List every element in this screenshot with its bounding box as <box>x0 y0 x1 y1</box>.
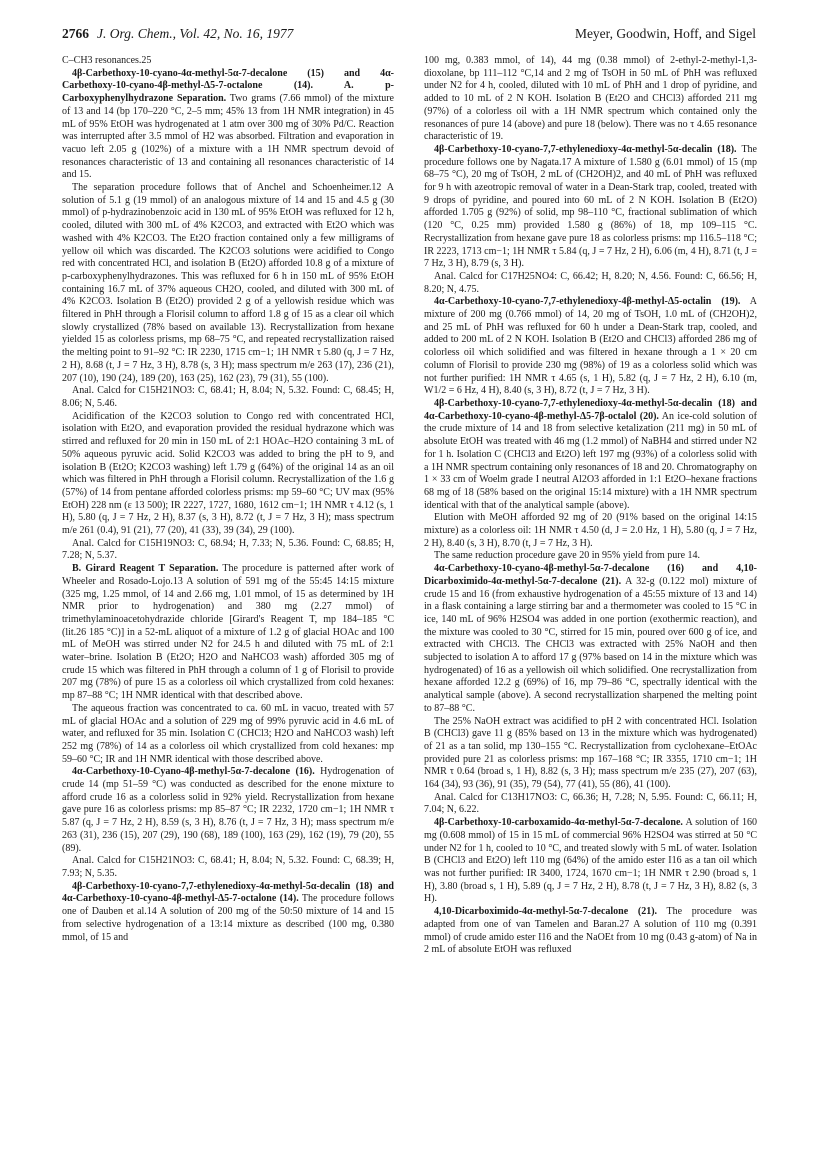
paragraph <box>424 512 757 550</box>
paragraph-heading: B. Girard Reagent T Separation. <box>72 563 219 575</box>
journal-citation: J. Org. Chem., Vol. 42, No. 16, 1977 <box>97 26 294 41</box>
paragraph <box>424 55 757 144</box>
paragraph-text: Anal. Calcd for C17H25NO4: C, 66.42; H, 8.20; N, 4.56. Found: C, 66.56; H, 8.20; N, 4.75. <box>424 270 757 295</box>
paragraph-heading: 4α-Carbethoxy-10-cyano-4β-methyl-5α-7-decalone (16) and 4,10-Dicarboximido-4α-methyl-5α-7-decalone (21). <box>424 563 757 587</box>
paragraph-text: Anal. Calcd for C15H21NO3: C, 68.41; H, 8.04; N, 5.32. Found: C, 68.39; H, 7.93; N, 5.35. <box>62 855 394 879</box>
page-number: 2766 <box>62 26 89 41</box>
paragraph <box>62 68 394 182</box>
paragraph <box>62 766 394 855</box>
paragraph-text: Anal. Calcd for C15H19NO3: C, 68.94; H, 7.33; N, 5.36. Found: C, 68.85; H, 7.28; N, 5.37. <box>62 537 394 562</box>
page-header <box>62 26 756 42</box>
paragraph <box>424 716 757 792</box>
paragraph-heading: 4β-Carbethoxy-10-cyano-4α-methyl-5α-7-decalone (15) and 4α-Carbethoxy-10-cyano-4β-methyl-Δ5-7-octalone (14). A. p-Carboxyphenylhydrazone Separation. <box>62 67 394 105</box>
paragraph-heading: 4β-Carbethoxy-10-cyano-7,7-ethylenedioxy-4α-methyl-5α-decalin (18) and 4α-Carbethoxy-10-cyano-4β-methyl-Δ5-7-octalone (14). <box>62 880 394 905</box>
paragraph-text: The separation procedure follows that of Anchel and Schoenheimer.12 A solution of 5.1 g (19 mmol) of an analogous mixture of 14 and 15 and 4.5 g (30 mmol) of p-hydrazinobenzoic acid in 130 mL of 95% EtOH was refluxed for 12 h, cooled, diluted with 300 mL of 4% K2CO3, and extracted with Et2O which was washed with 4% K2CO3. The Et2O fraction contained only a few milligrams of yellow oil which was discarded. The K2CO3 solutions were acidified to Congo red with concentrated HCl, and isolation B (Et2O) afforded 10.8 g of a mixture of p-carboxyphenylhydrazones. This was refluxed for 6 h in 150 mL of 95% EtOH containing 16.7 mL of 37% aqueous CH2O, cooled, and diluted with 300 mL of 4% K2CO3. Isolation B (Et2O) provided 2 g of a yellowish residue which was filtered in PhH through a Florisil column to afford 1.8 g of 15 as a clear oil which slowly crystallized (78% based on available 13). Recrystallization from hexane yielded 15 as colorless prisms, mp 68–75 °C, and repeated recrystallization raised the melting point to 91–92 °C: IR 2230, 1715 cm−1; 1H NMR τ 5.80 (q, J = 7 Hz, 2 H), 8.68 (t, J = 7 Hz, 3 H), 8.78 (s, 3 H); mass spectrum m/e 263 (17), 236 (21), 207 (10), 190 (24), 189 (20), 163 (25), 162 (23), 79 (31), 55 (100). <box>62 182 394 384</box>
paragraph <box>62 411 394 538</box>
paragraph <box>62 538 394 563</box>
running-head-authors: Meyer, Goodwin, Hoff, and Sigel <box>574 26 756 41</box>
paragraph-text: Hydrogenation of crude 14 (mp 51–59 °C) was conducted as described for the enone mixture to afford crude 16 as a colorless solid in 92% yield. Recrystallization from hexane gave pure 16 as colorless prisms: mp 85–87 °C; IR 2232, 1720 cm−1; 1H NMR τ 5.87 (q, J = 7 Hz, 2 H), 8.59 (s, 3 H), 8.76 (t, J = 7 Hz, 3 H); mass spectrum m/e 263 (31), 236 (15), 207 (29), 190 (68), 189 (100), 163 (29), 162 (19), 79 (20), 55 (89). <box>62 766 394 854</box>
paragraph <box>62 855 394 880</box>
paragraph-text: Anal. Calcd for C13H17NO3: C, 66.36; H, 7.28; N, 5.95. Found: C, 66.11; H, 7.04; N, 6.22. <box>424 791 757 816</box>
paragraph-heading: 4α-Carbethoxy-10-Cyano-4β-methyl-5α-7-decalone (16). <box>72 766 315 778</box>
paragraph <box>424 296 757 398</box>
paragraph <box>62 55 394 68</box>
paragraph <box>62 881 394 945</box>
paragraph-text: A solution of 160 mg (0.608 mmol) of 15 in 15 mL of commercial 96% H2SO4 was stirred at 50 °C under N2 for 1 h, cooled to 10 °C, and treated slowly with 5 mL of water. Isolation B (CHCl3 and Et2O) left 110 mg (64%) of the amido ester I16 as a tan oil which was not further purified: IR 3400, 1724, 1670 cm−1; 1H NMR τ 2.90 (broad s, 1 H), 3.80 (broad s, 1 H), 5.89 (q, J = 7 Hz, 2 H), 8.78 (t, J = 7 Hz, 3 H), 8.82 (s, 3 H). <box>424 817 757 905</box>
paragraph <box>62 703 394 767</box>
paragraph <box>424 792 757 817</box>
right-column <box>424 55 757 1145</box>
paragraph-text: Elution with MeOH afforded 92 mg of 20 (91% based on the original 14:15 mixture) as a colorless oil: 1H NMR τ 4.50 (d, J = 2.0 Hz, 1 H), 5.80 (q, J = 7 Hz, 2 H), 8.40 (s, 3 H), 8.70 (t, J = 7 Hz, 3 H). <box>424 512 757 549</box>
paragraph-text: The procedure follows one by Nagata.17 A mixture of 1.580 g (6.01 mmol) of 15 (mp 68–75 °C), 20 mg of TsOH, 2 mL of (CH2OH)2, and 40 mL of PhH was refluxed for 9 h with azeotropic removal of water in a Dean-Stark trap, cooled, treated with 9 drops of pyridine, and poured into 60 mL of 2 N KOH. Isolation B (Et2O) afforded 1.705 g (92%) of solid, mp 98–110 °C, fractional sublimation of which (120 °C, 0.25 mm) provided 1.580 g (86%) of 18, mp 109–115 °C. Recrystallization from hexane gave pure 18 as colorless prisms: mp 116.5–118 °C; IR 2223, 1713 cm−1; 1H NMR τ 5.84 (q, J = 7 Hz, 2 H), 6.06 (m, 4 H), 8.71 (t, J = 7 Hz, 3 H), 8.79 (s, 3 H). <box>424 143 757 270</box>
paragraph-text: C–CH3 resonances.25 <box>62 55 152 66</box>
paragraph-heading: 4β-Carbethoxy-10-cyano-7,7-ethylenedioxy-4α-methyl-5α-decalin (18) and 4α-Carbethoxy-10-cyano-4β-methyl-Δ5-7β-octalol (20). <box>424 397 757 422</box>
paragraph-text: Acidification of the K2CO3 solution to Congo red with concentrated HCl, isolation with Et2O, and evaporation provided the residual hydrazone which was stirred and refluxed for 20 min in 150 mL of 2:1 HOAc–H2O containing 3 mL of 50% aqueous pyruvic acid. Solid K2CO3 was added to bring the pH to 9, and isolation B (Et2O; K2CO3 washing) left 1.79 g (64%) of the original 14 as an oil which was filtered in PhH through a Florisil column. Recrystallization of the 1.6 g (57%) of 14 from pentane afforded colorless prisms: mp 59–60 °C; UV max (95% EtOH) 228 nm (ε 13 500); IR 2227, 1727, 1680, 1612 cm−1; 1H NMR τ 4.12 (s, 1 H), 5.80 (q, J = 7 Hz, 2 H), 8.37 (s, 3 H), 8.72 (t, J = 7 Hz, 3 H); mass spectrum m/e 261 (0.4), 91 (21), 77 (20), 41 (33), 39 (34), 29 (100). <box>62 410 394 537</box>
paragraph-heading: 4β-Carbethoxy-10-carboxamido-4α-methyl-5α-7-decalone. <box>434 817 683 829</box>
paragraph-text: Anal. Calcd for C15H21NO3: C, 68.41; H, 8.04; N, 5.32. Found: C, 68.45; H, 8.06; N, 5.46. <box>62 385 394 409</box>
paragraph-text: A mixture of 200 mg (0.766 mmol) of 14, 20 mg of TsOH, 1.0 mL of (CH2OH)2, and 25 mL of PhH was refluxed for 60 h under a Dean-Stark trap, cooled, and added to 200 mL of 2 N KOH. Isolation B (Et2O and CHCl3) afforded 286 mg of colorless oil which solidified and was filtered in hexane through a 1 × 20 cm column of Florisil to provide 230 mg (98%) of 19 as a colorless solid which was not further purified: 1H NMR τ 4.65 (s, 1 H), 5.82 (q, J = 7 Hz, 2 H), 6.10 (m, W1/2 = 6 Hz, 4 H), 8.40 (s, 3 H), 8.72 (t, J = 7 Hz, 3 H). <box>424 296 757 397</box>
paragraph-text: The same reduction procedure gave 20 in 95% yield from pure 14. <box>434 550 701 562</box>
paragraph <box>424 563 757 715</box>
paragraph <box>424 817 757 906</box>
paragraph <box>62 182 394 385</box>
paragraph-text: The aqueous fraction was concentrated to ca. 60 mL in vacuo, treated with 57 mL of glacial HOAc and a solution of 229 mg of 99% pyruvic acid in 4.6 mL of water, and refluxed for 35 min. Isolation C (CHCl3; H2O and NaHCO3 wash) left 252 mg (78%) of 14 as a colorless oil which crystallized from cold hexanes: mp 59–60 °C; IR and 1H NMR identical with those described above. <box>62 702 394 765</box>
paragraph <box>424 271 757 296</box>
paragraph-heading: 4,10-Dicarboximido-4α-methyl-5α-7-decalone (21). <box>434 906 658 918</box>
paragraph <box>424 906 757 957</box>
paragraph-text: An ice-cold solution of the crude mixture of 14 and 18 from selective ketalization (211 mg) in 50 mL of absolute EtOH was treated with 46 mg (1.2 mmol) of NaBH4 and stirred under N2 for 1 h. Isolation C (CHCl3 and Et2O) left 197 mg (93%) of a colorless solid with a 1H NMR spectrum containing only resonances of 18 and 20. Chromatography on 1 × 33 cm of Woelm grade I neutral Al2O3 afforded in 1:1 Et2O–hexane fractions 68 mg of 18 (58% based on the original 15:14 mixture) with a 1H NMR spectrum identical with that of the analytical sample (above). <box>424 410 757 511</box>
paragraph-text: The procedure is patterned after work of Wheeler and Rosado-Lojo.13 A solution of 591 mg of the 55:45 14:15 mixture (325 mg, 1.25 mmol, of 14 and 2.66 mg, 1.01 mmol, of 15 as determined by 1H NMR prior to hydrogenation) and 380 mg (2.27 mmol) of trimethylaminoacetohydrazide chloride [Girard's Reagent T, mp 184–185 °C (lit.26 185 °C)] in a 52-mL aliquot of a mixture of 1.2 g of glacial HOAc and 100 mL of MeOH was stirred under N2 for 24.5 h and diluted with 75 mL of 2:1 water–brine. Isolation B (Et2O; H2O and NaHCO3 wash) afforded 305 mg of crude 15 which was filtered in PhH through a column of 1 g of Florisil to provide 207 mg (78%) of pure 15 as a colorless oil which crystallized from cold hexanes: mp 87–88 °C; 1H NMR identical with that described above. <box>62 563 394 702</box>
paragraph <box>62 563 394 703</box>
left-column <box>62 55 394 1145</box>
paragraph <box>424 550 757 563</box>
paragraph-text: Two grams (7.66 mmol) of the mixture of 13 and 14 (bp 170–220 °C, 2–5 mm; 45% 13 from 1H NMR integration) in 45 mL of 95% EtOH was hydrogenated at 1 atm over 300 mg of 30% Pd/C. Reaction was interrupted after 3.5 mmol of H2 was absorbed. Filtration and evaporation in vacuo left 2.05 g (102%) of a mixture with a 1H NMR spectrum devoid of resonances characteristic of 13 and containing all resonances characteristic of 14 and 15. <box>62 93 394 181</box>
paragraph-text: The procedure follows one of Dauben et al.14 A solution of 200 mg of the 50:50 mixture of 14 and 15 from selective hydrogenation of a 13:14 mixture as described (100 mg, 0.380 mmol, of 15 and <box>62 893 394 943</box>
paragraph-text: 100 mg, 0.383 mmol, of 14), 44 mg (0.38 mmol) of 2-ethyl-2-methyl-1,3-dioxolane, bp 111–112 °C,14 and 2 mg of TsOH in 50 mL of PhH was refluxed under N2 for 4 h, cooled, diluted with 10 mL of PhH and 1 drop of pyridine, and added to 10 mL of 2 N KOH. Isolation B (Et2O and CHCl3) afforded 211 mg (97%) of a colorless oil with a 1H NMR spectrum which contained only the resonances of pure 14 (above) and pure 18 (below). There was no τ 4.65 resonance characteristic of 19. <box>424 55 757 143</box>
paragraph <box>424 398 757 512</box>
paragraph-text: The 25% NaOH extract was acidified to pH 2 with concentrated HCl. Isolation B (CHCl3) gave 11 g (85% based on 13 in the mixture which was hydrogenated) of 21 as a tan solid, mp 130–155 °C. Recrystallization from cyclohexane–EtOAc provided pure 21 as colorless prisms: mp 167–168 °C; IR 3355, 1710 cm−1; 1H NMR τ 0.64 (broad s, 1 H), 8.82 (s, 3 H); mass spectrum m/e 235 (27), 207 (63), 164 (34), 93 (36), 91 (35), 79 (54), 77 (41), 55 (86), 41 (100). <box>424 715 757 791</box>
paragraph-text: The procedure was adapted from one of van Tamelen and Baran.27 A solution of 110 mg (0.391 mmol) of crude amido ester I16 and the NaOEt from 10 mg (0.43 g-atom) of Na in 2 mL of absolute EtOH was refluxed <box>424 906 757 956</box>
paragraph <box>62 385 394 410</box>
paragraph-heading: 4β-Carbethoxy-10-cyano-7,7-ethylenedioxy-4α-methyl-5α-decalin (18). <box>434 143 737 155</box>
paragraph <box>424 144 757 271</box>
paragraph-heading: 4α-Carbethoxy-10-cyano-7,7-ethylenedioxy-4β-methyl-Δ5-octalin (19). <box>434 296 741 308</box>
paragraph-text: A 32-g (0.122 mol) mixture of crude 15 and 16 (from exhaustive hydrogenation of a 45:55 mixture of 13 and 14) in a flask containing a large stirring bar and a thermometer was cooled to 15 °C in ice, 140 mL of 96% H2SO4 was added in one portion (exothermic reaction), and the mixture was cooled to 30 °C, stirred for 15 min, poured over 600 g of ice, and extracted with CHCl3. The CHCl3 was extracted with 25% NaOH and then subjected to isolation A to afford 17 g (97% based on 14 in the mixture which was hydrogenated) of 16 as a yellowish oil which solidified. One recrystallization from hexane afforded 12.2 g (69%) of 16, mp 79–86 °C, spectrally identical with the analytical sample (above). A second recrystallization sharpened the melting point to 87–88 °C. <box>424 575 757 714</box>
